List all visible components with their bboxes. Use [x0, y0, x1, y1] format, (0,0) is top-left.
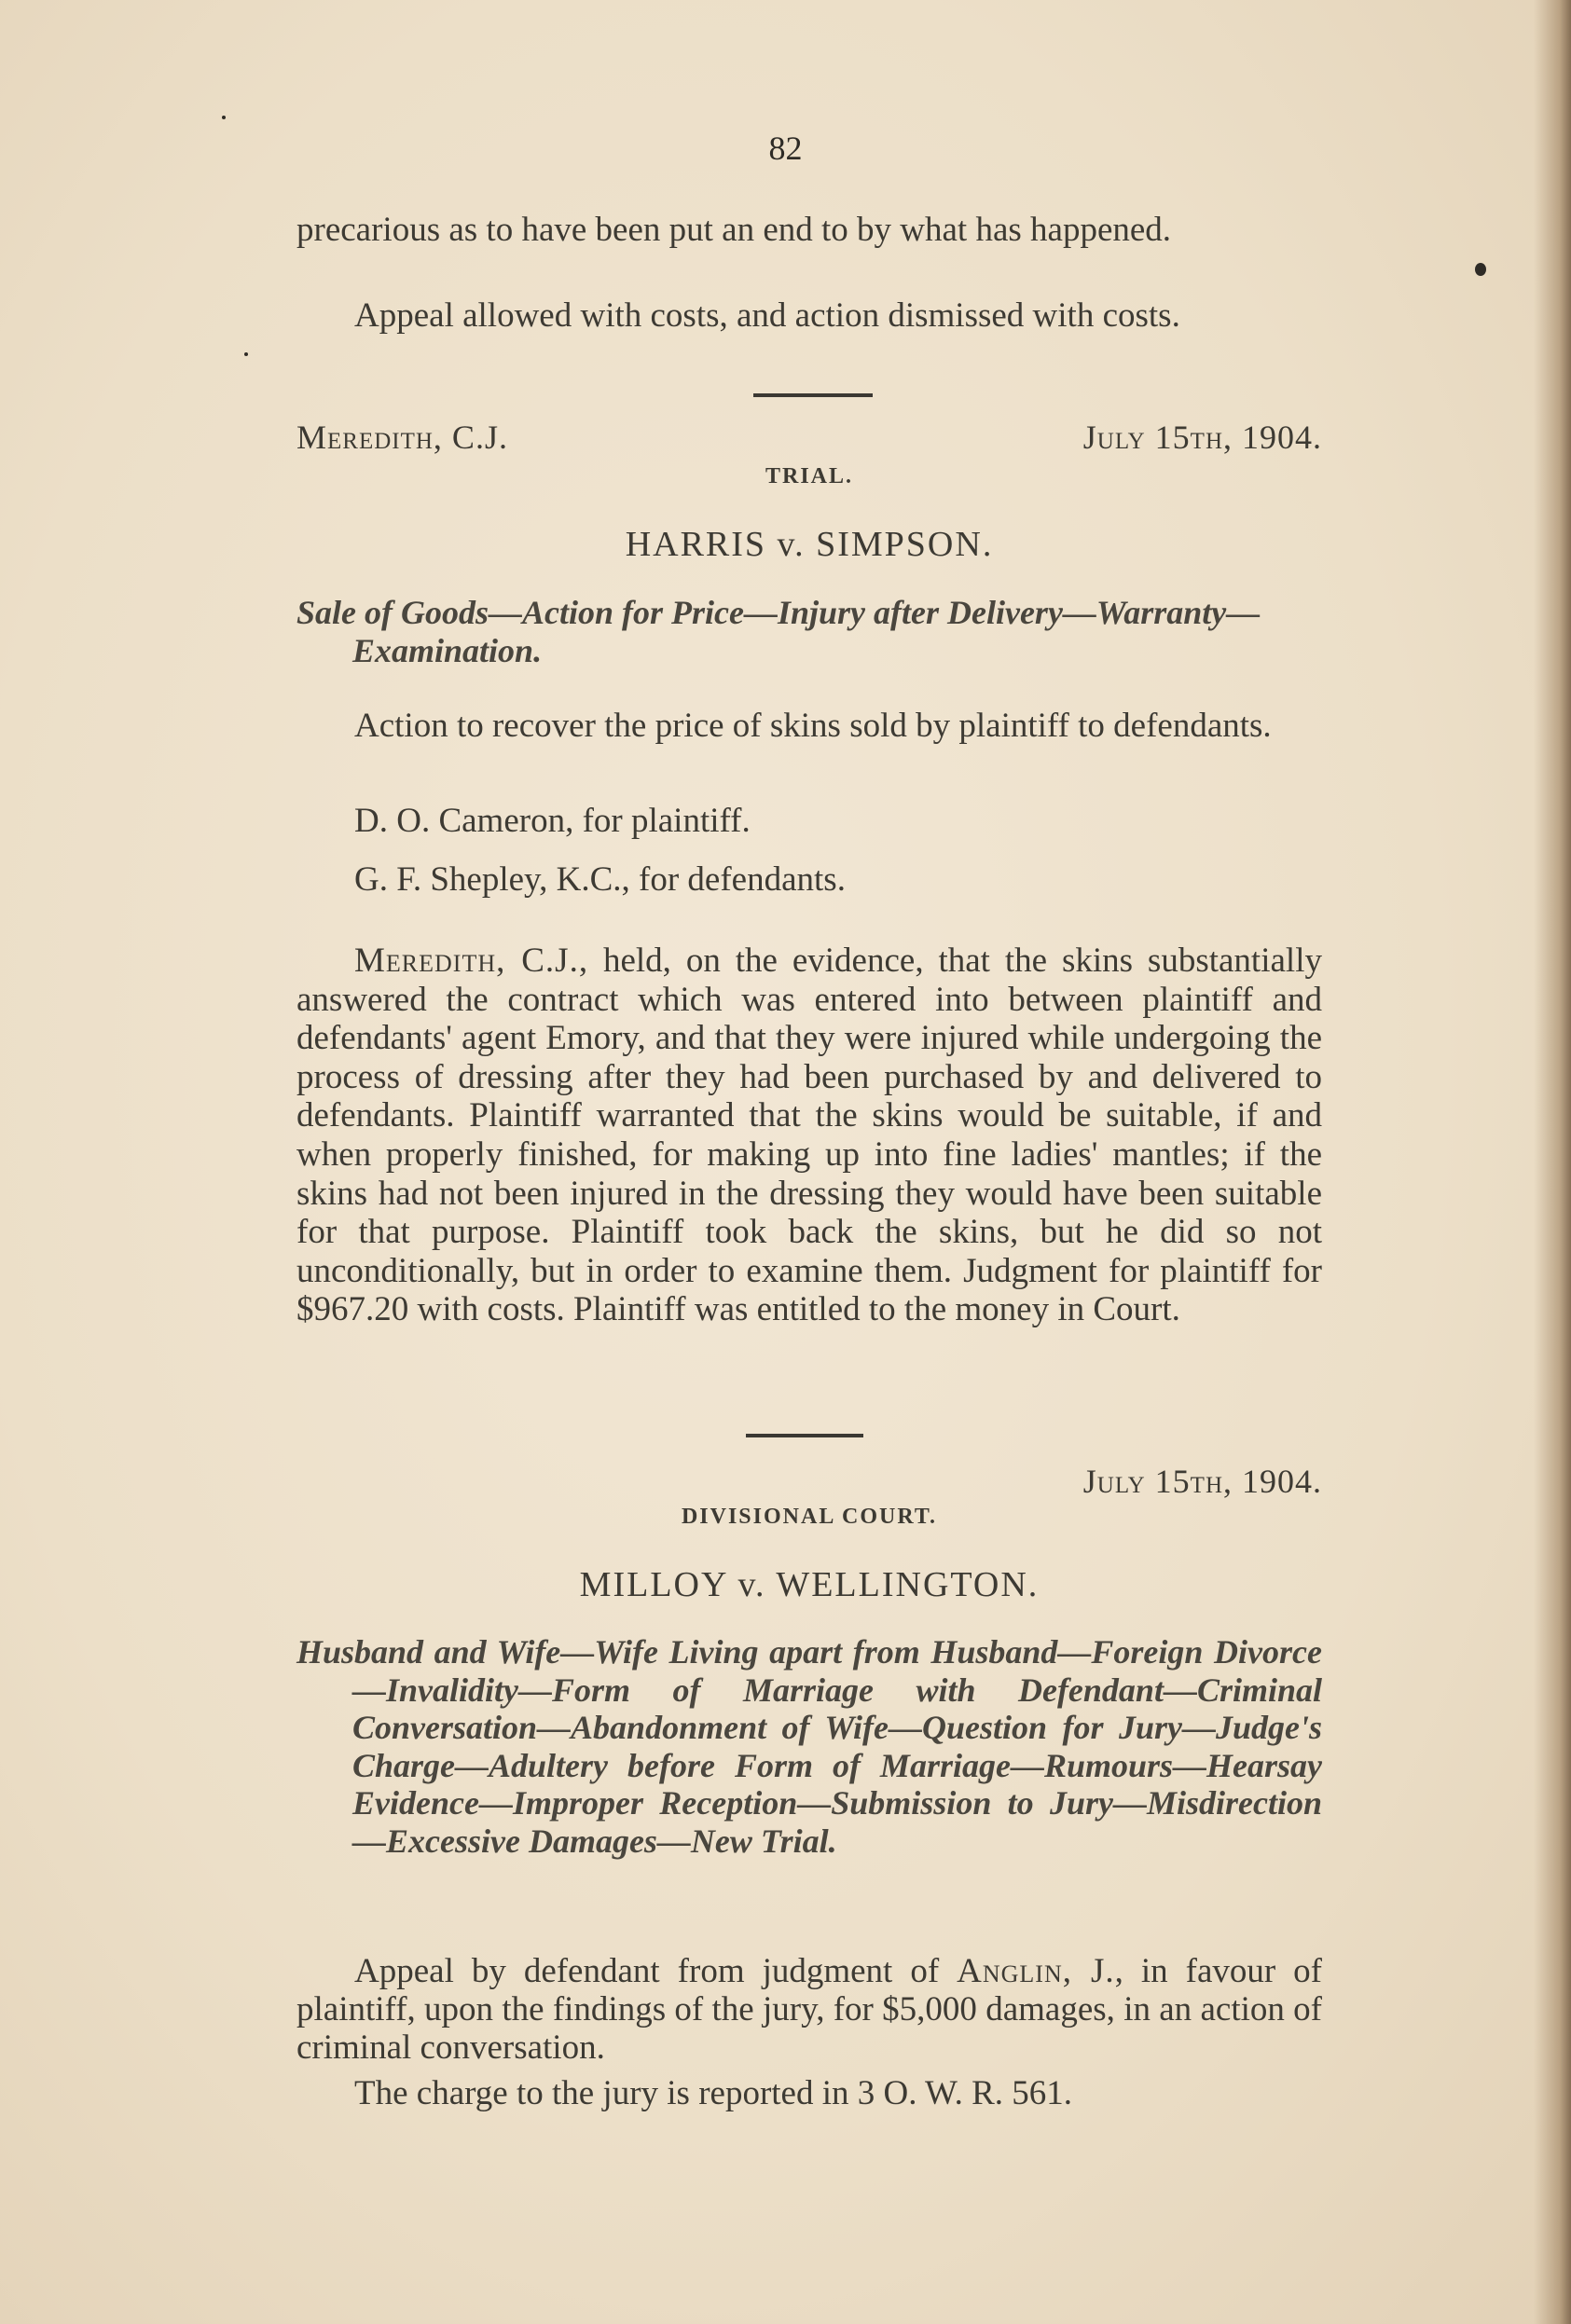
appeal-text-start: Appeal by defendant from judgment of — [354, 1952, 958, 1990]
case2-charge-block — [296, 2074, 1322, 2112]
counsel-defendants-text: G. F. Shepley, K.C., for defendants. — [354, 860, 846, 899]
case1-headnote: Sale of Goods—Action for Price—Injury after Delivery—Warranty—Examination. — [296, 594, 1261, 669]
ink-speck — [1475, 263, 1486, 276]
case2-title: MILLOY v. WELLINGTON. — [579, 1565, 1040, 1604]
judgment-judge-name: Meredith, C.J., — [354, 942, 589, 980]
case2-charge: The charge to the jury is reported in 3 O. W. R. 561. — [354, 2074, 1073, 2112]
ink-speck — [222, 116, 226, 119]
case1-judge: Meredith, C.J. — [296, 419, 508, 456]
appeal-judge-name: Anglin, J. — [957, 1952, 1115, 1990]
case1-title: HARRIS v. SIMPSON. — [625, 525, 994, 564]
section-divider — [753, 393, 873, 397]
judgment-text: held, on the evidence, that the skins substantially answered the contract which was entered into between plaintiff and defendants' agent Emory, and that they were injured while undergoing the process of dressing after they had been purchased by and delivered to defendants. Plaintiff warranted that the skins would be suitable, if and when properly finished, for making up into fine ladies' mantles; if the skins had not been injured in the dressing they would have been suitable for that purpose. Plaintiff took back the skins, but he did so not unconditionally, but in order to examine them. Judgment for plaintiff for $967.20 with costs. Plaintiff was entitled to the money in Court. — [296, 942, 1322, 1329]
continuation-text: precarious as to have been put an end to by what has happened. — [296, 211, 1172, 249]
case2-court: DIVISIONAL COURT. — [681, 1505, 938, 1529]
case1-judgment — [296, 942, 1322, 1329]
case2-headnote-block — [296, 1633, 1322, 1860]
appeal-text-end: , in favour of plaintiff, upon the findings of the jury, for $5,000 damages, in an action of criminal conversation. — [296, 1952, 1322, 2067]
disposition-text: Appeal allowed with costs, and action dismissed with costs. — [354, 296, 1180, 335]
case1-counsel-defendants — [296, 860, 1322, 899]
case1-intro-block — [296, 707, 1322, 745]
case1-judgment-block — [296, 942, 1322, 1329]
case1-counsel-plaintiff — [296, 802, 1322, 840]
case2-date: July 15th, 1904. — [1082, 1463, 1322, 1500]
disposition-paragraph — [296, 296, 1322, 335]
case2-appeal-block — [296, 1952, 1322, 2067]
case1-headnote-block — [296, 594, 1322, 670]
continuation-paragraph — [296, 211, 1322, 249]
case1-court: TRIAL. — [765, 464, 854, 488]
counsel-plaintiff-text: D. O. Cameron, for plaintiff. — [354, 802, 751, 840]
case1-intro: Action to recover the price of skins sold by plaintiff to defendants. — [354, 707, 1272, 745]
ink-speck — [244, 352, 248, 356]
page-binding-shadow — [1534, 0, 1571, 2324]
page-number: 82 — [768, 130, 803, 167]
section-divider-2 — [746, 1434, 863, 1437]
case2-headnote: Husband and Wife—Wife Living apart from Husband—Foreign Divorce—Invalidity—Form of Marriage with Defendant—Criminal Conversation—Abandonment of Wife—Question for Jury—Judge's Charge—Adultery before Form of Marriage—Rumours—Hearsay Evidence—Improper Reception—Submission to Jury—Misdirection—Excessive Damages—New Trial. — [296, 1633, 1322, 1860]
case1-date: July 15th, 1904. — [1082, 419, 1322, 456]
case2-appeal — [296, 1952, 1322, 2067]
